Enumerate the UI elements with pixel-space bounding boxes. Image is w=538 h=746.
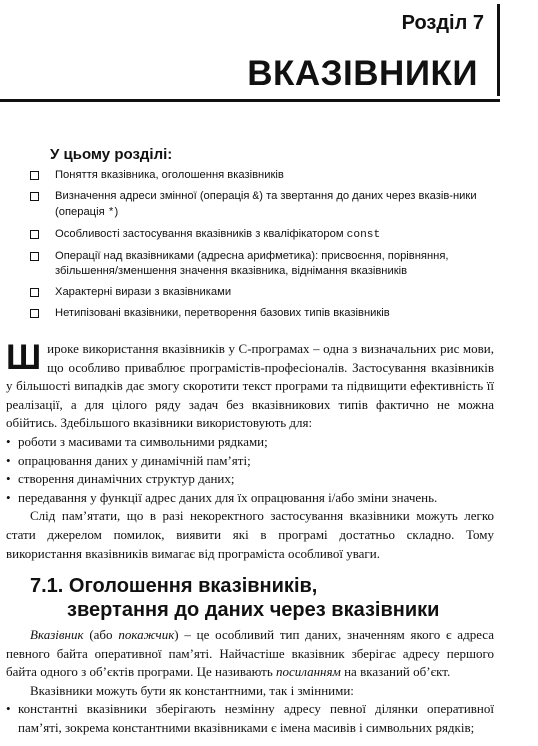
- topic-item: Особливості застосування вказівників з кваліфікатором const: [30, 227, 480, 243]
- types-paragraph: Вказівники можуть бути як константними, так і змінними:: [30, 682, 354, 698]
- list-item: • опрацювання даних у динамічній пам’яті;: [6, 452, 494, 471]
- list-item: • константні вказівники зберігають незмінну адресу певної ділянки оперативної пам’яті, зокрема константними вказівниками є імена масивів і символьних рядків;: [6, 700, 494, 737]
- definition-paragraph: Вказівник (або покажчик) – це особливий тип даних, значенням якого є адреса певного байта оперативної пам’яті. Найчастіше вказівник зберігає адресу першого байта одного з об’єктів програми. Це називають посиланням на вказаний об’єкт.: [6, 627, 494, 680]
- topic-item: Нетипізовані вказівники, перетворення базових типів вказівників: [30, 306, 480, 321]
- topic-item: Поняття вказівника, оголошення вказівників: [30, 168, 480, 183]
- checkbox-icon: [30, 252, 39, 261]
- types-list: [6, 700, 494, 737]
- section-title: 7.1. Оголошення вказівників, звертання до даних через вказівники: [30, 575, 440, 621]
- checkbox-icon: [30, 309, 39, 318]
- checkbox-icon: [30, 288, 39, 297]
- checkbox-icon: [30, 230, 39, 239]
- topic-item: Визначення адреси змінної (операція &) та звертання до даних через вказів-ники (операція *): [30, 189, 480, 221]
- drop-cap: Ш: [6, 338, 42, 377]
- checkbox-icon: [30, 192, 39, 201]
- topic-item: Операції над вказівниками (адресна арифметика): присвоєння, порівняння, збільшення/зменшення значення вказівника, віднімання вказівників: [30, 249, 480, 279]
- section-body: [6, 626, 494, 738]
- list-item: • створення динамічних структур даних;: [6, 470, 494, 489]
- intro-section: [6, 340, 494, 563]
- topic-item: Характерні вирази з вказівниками: [30, 285, 480, 300]
- topics-list: [30, 168, 480, 327]
- checkbox-icon: [30, 171, 39, 180]
- list-item: • роботи з масивами та символьними рядками;: [6, 433, 494, 452]
- list-item: • передавання у функції адрес даних для їх опрацювання і/або зміни значень.: [6, 489, 494, 508]
- chapter-vertical-rule: [497, 4, 500, 96]
- warning-paragraph: Слід пам’ятати, що в разі некоректного застосування вказівники можуть легко стати джерелом помилок, виявити які в програмі достатньо складно. Тому використання вказівників вимагає від програміста особливої уваги.: [6, 508, 494, 561]
- chapter-label: Розділ 7: [401, 12, 484, 34]
- chapter-horizontal-rule: [0, 99, 500, 102]
- chapter-title: ВКАЗІВНИКИ: [247, 54, 478, 93]
- usage-list: [6, 433, 494, 507]
- intro-paragraph: Широке використання вказівників у С-програмах – одна з визначальних рис мови, що особливо приваблює програмістів-професіоналів. Застосування вказівників у більшості випадків дає змогу скоротити текст програми та підвищити ефективність її реалізації, а для цілого ряду задач без вказівникових типів фактично не можна обійтись. Здебільшого вказівники використовують для:: [6, 338, 494, 431]
- overview-title: У цьому розділі:: [50, 146, 173, 163]
